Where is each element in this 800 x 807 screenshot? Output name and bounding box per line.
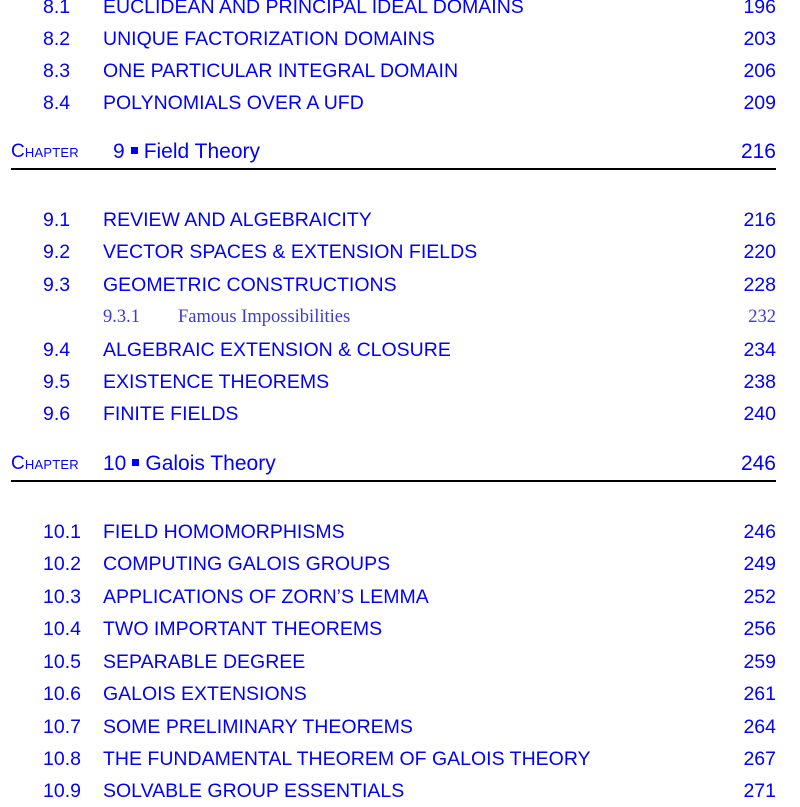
- toc-entry-9-2[interactable]: [0, 236, 800, 268]
- section-title: ALGEBRAIC EXTENSION & CLOSURE: [103, 339, 451, 361]
- chapter-number: 10: [103, 452, 127, 475]
- section-number: 9.1: [43, 209, 71, 231]
- section-title: EXISTENCE THEOREMS: [103, 371, 330, 393]
- toc-entry-10-2[interactable]: [0, 548, 800, 580]
- toc-entry-10-3[interactable]: [0, 581, 800, 613]
- page-number: 264: [743, 716, 776, 738]
- page-number: 267: [743, 748, 776, 770]
- section-number: 8.2: [43, 28, 71, 50]
- section-number: 9.2: [43, 241, 71, 263]
- section-number: 9.6: [43, 403, 71, 425]
- toc-entry-9-3-1[interactable]: [0, 301, 800, 333]
- section-number: 10.7: [43, 716, 81, 738]
- toc-entry-8-2[interactable]: [0, 23, 800, 55]
- page-number: 256: [743, 618, 776, 640]
- chapter-heading-9[interactable]: [0, 135, 800, 169]
- chapter-page-number: 216: [740, 140, 776, 163]
- toc-entry-8-1[interactable]: [0, 0, 800, 23]
- page-number: 249: [743, 553, 776, 575]
- section-title: EUCLIDEAN AND PRINCIPAL IDEAL DOMAINS: [103, 0, 524, 18]
- toc-entry-10-4[interactable]: [0, 613, 800, 645]
- section-number: 9.4: [43, 339, 71, 361]
- page-number: 216: [743, 209, 776, 231]
- chapter-title: Field Theory: [143, 140, 261, 163]
- section-number: 10.2: [43, 553, 81, 575]
- chapter-number-with-title: [103, 447, 276, 481]
- page-number: 232: [748, 307, 776, 327]
- page-number: 246: [743, 521, 776, 543]
- chapter-title: Galois Theory: [145, 452, 276, 475]
- page-number: 240: [743, 403, 776, 425]
- section-number: 8.3: [43, 60, 71, 82]
- section-title: VECTOR SPACES & EXTENSION FIELDS: [103, 241, 478, 263]
- toc-entry-10-1[interactable]: [0, 516, 800, 548]
- section-number: 8.1: [43, 0, 71, 18]
- section-title: GALOIS EXTENSIONS: [103, 683, 307, 705]
- page-number: 252: [743, 586, 776, 608]
- toc-entry-9-4[interactable]: [0, 334, 800, 366]
- section-title: THE FUNDAMENTAL THEOREM OF GALOIS THEORY: [103, 748, 591, 770]
- page-number: 234: [743, 339, 776, 361]
- toc-entry-10-5[interactable]: [0, 646, 800, 678]
- square-bullet-icon: [132, 459, 139, 466]
- toc-entry-9-5[interactable]: [0, 366, 800, 398]
- page-number: 259: [743, 651, 776, 673]
- toc-entry-9-1[interactable]: [0, 204, 800, 236]
- toc-entry-10-8[interactable]: [0, 743, 800, 775]
- page-number: 206: [743, 60, 776, 82]
- subsection-number: 9.3.1: [103, 307, 140, 327]
- section-number: 10.9: [43, 780, 81, 802]
- chapter-rule: [11, 168, 776, 170]
- page-number: 209: [743, 92, 776, 114]
- section-title: APPLICATIONS OF ZORN’S LEMMA: [103, 586, 429, 608]
- section-number: 10.4: [43, 618, 81, 640]
- square-bullet-icon: [131, 147, 138, 154]
- section-number: 10.1: [43, 521, 81, 543]
- section-title: TWO IMPORTANT THEOREMS: [103, 618, 383, 640]
- section-number: 9.5: [43, 371, 71, 393]
- section-title: SOME PRELIMINARY THEOREMS: [103, 716, 413, 738]
- section-title: SOLVABLE GROUP ESSENTIALS: [103, 780, 405, 802]
- section-number: 10.8: [43, 748, 81, 770]
- chapter-number-with-title: [113, 135, 260, 169]
- toc-entry-10-6[interactable]: [0, 678, 800, 710]
- chapter-page-number: 246: [740, 452, 776, 475]
- section-number: 10.3: [43, 586, 81, 608]
- section-title: UNIQUE FACTORIZATION DOMAINS: [103, 28, 435, 50]
- section-number: 9.3: [43, 274, 71, 296]
- section-number: 8.4: [43, 92, 71, 114]
- section-title: GEOMETRIC CONSTRUCTIONS: [103, 274, 397, 296]
- page-number: 228: [743, 274, 776, 296]
- section-title: ONE PARTICULAR INTEGRAL DOMAIN: [103, 60, 459, 82]
- section-title: COMPUTING GALOIS GROUPS: [103, 553, 391, 575]
- toc-entry-8-3[interactable]: [0, 55, 800, 87]
- section-title: FINITE FIELDS: [103, 403, 239, 425]
- toc-entry-8-4[interactable]: [0, 87, 800, 119]
- chapter-number: 9: [113, 140, 125, 163]
- chapter-rule: [11, 480, 776, 482]
- section-title: FIELD HOMOMORPHISMS: [103, 521, 345, 543]
- section-title: SEPARABLE DEGREE: [103, 651, 306, 673]
- toc-entry-9-3[interactable]: [0, 269, 800, 301]
- section-title: POLYNOMIALS OVER A UFD: [103, 92, 364, 114]
- page-number: 271: [743, 780, 776, 802]
- toc-entry-10-9[interactable]: [0, 775, 800, 807]
- toc-entry-10-7[interactable]: [0, 711, 800, 743]
- page-number: 196: [743, 0, 776, 18]
- section-number: 10.5: [43, 651, 81, 673]
- page-number: 261: [743, 683, 776, 705]
- chapter-label: Chapter: [11, 453, 79, 474]
- section-title: REVIEW AND ALGEBRAICITY: [103, 209, 372, 231]
- section-number: 10.6: [43, 683, 81, 705]
- subsection-title: Famous Impossibilities: [178, 307, 351, 327]
- toc-entry-9-6[interactable]: [0, 398, 800, 430]
- page-number: 238: [743, 371, 776, 393]
- page-number: 203: [743, 28, 776, 50]
- chapter-label: Chapter: [11, 141, 79, 162]
- chapter-heading-10[interactable]: [0, 447, 800, 481]
- page-number: 220: [743, 241, 776, 263]
